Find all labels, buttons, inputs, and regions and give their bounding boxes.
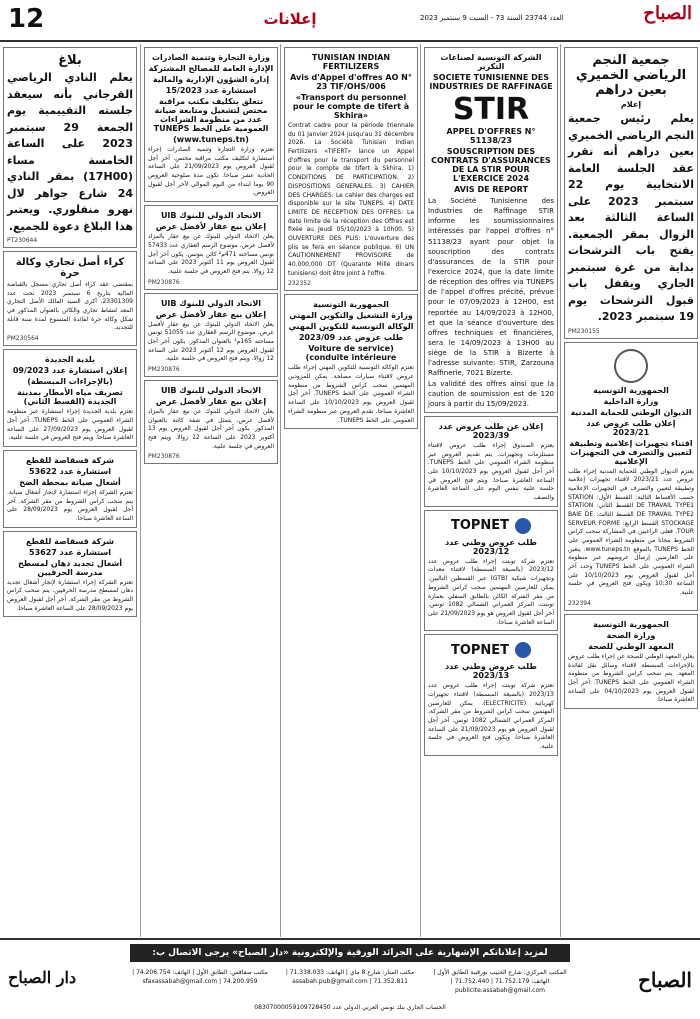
ad-text: يعتزم الديوان الوطني للحماية المدنية إجراء طلب عروض عدد 2023/21 لاقتناء تجهيزات إعلامية وتطبيقة لتعيين والتصرف في التجهيزات الإعلامية حسب الأقساط التالية: القسط الأول: STATION DE TRAVAIL TYPE1 القسط الثاني: STATION DE TRAVAIL TYPE2 القسط الثالث: BAIE DE STOCKAGE القسط الرابع: SERVEUR FORME TOUR. فعلى الراغبين في المشاركة سحب كراس الشروط مجانا من منظومة الشراء العمومي على الخط TUNEPS بالموقع www.tuneps.tn. يتعين على العارضين إرسال عروضهم عبر منظومة الشراء العمومي على الخط TUNEPS وحدد آخر أجل لقبول العروض يوم 10/10/2023 على الساعة 10:30 ويكون فتح العروض في جلسة علنية. bbox=[568, 467, 694, 597]
ad-text: يعلن الاتحاد الدولي للبنوك عن بيع عقار بالمزاد لأفضل عرض، موضوع الرسم العقاري عدد 57433 تونس مساحته 471م² كائن بتونس. يكون آخر أجل لقبول العروض يوم 11 أكتوبر 2023 على الساعة 12 زوالا. يتم فتح العروض في جلسة علنية. bbox=[148, 233, 275, 275]
ad-line: الشركة التونسية لصناعات التكرير bbox=[440, 53, 542, 71]
page-number: 12 bbox=[8, 4, 45, 34]
ad-text: تعتزم شركة توبنت إجراء طلب عروض عدد 2023/13 (بالصيغة المبسطة) لاقتناء تجهيزات كهربائية (ELECTRICITE). يمكن للعارضين المهتمين سحب كراس الشروط من مقر الشركة، المركز العمراني الشمالي 1082 تونس. آخر أجل لقبول العروض هو يوم 21/09/2023 على الساعة العاشرة صباحا، ويكون فتح العروض في جلسة علنية. bbox=[428, 682, 554, 751]
ad-line: وزارة التجارة وتنمية الصادرات bbox=[152, 53, 270, 62]
ad-ref: PM230876 bbox=[148, 453, 180, 461]
ad-text: يعلن المعهد الوطني للصحة عن إجراء طلب عروض بالإجراءات المبسطة لاقتناء وسائل نقل لفائدة المعهد. يتم سحب كراس الشروط من منظومة الشراء العمومي على الخط TUNEPS. آخر أجل لقبول العروض يوم 04/10/2023 على الساعة العاشرة صباحا. bbox=[568, 652, 694, 704]
ad-line: APPEL D'OFFRES N° 51138/23 bbox=[446, 127, 536, 145]
ad-title: إعلان عن طلب عروض عدد 2023/39 bbox=[438, 421, 544, 440]
topnet-logo-text: TOPNET bbox=[450, 518, 510, 534]
topnet-logo bbox=[428, 518, 554, 534]
issue-line: العدد 23744 السنة 73 - السبت 9 سبتمبر 2023 bbox=[420, 14, 564, 22]
ad-sfax-1 bbox=[3, 450, 137, 528]
footer-note: الحساب الجاري بنك تونس العربي الدولي عدد 08307000059109728450 bbox=[254, 1004, 446, 1011]
ad-line: إعلان استشارة عدد 09/2023 bbox=[12, 366, 128, 376]
ad-commerce bbox=[144, 47, 278, 202]
ad-text: بمقتضى عقد كراء أصل تجاري مسجل بالقباضة المالية بتاريخ 6 سبتمبر 2023 تحت عدد 23301309، أكرى السيد المالك الأصل التجاري المعد لنشاط تجاري والكائن بالعنوان المذكور في شكل وكالة حرة لفائدة المتسوغ لمدة سنة قابلة للتجديد. bbox=[7, 281, 133, 332]
ad-title: طلب عروض عدد 2023/09 bbox=[298, 333, 404, 343]
ad-text: يعلم رئيس جمعية النجم الرياضي الخميري بعين دراهم أنه تقرر عقد الجلسة العامة الانتخابية يوم 22 سبتمبر 2023 على الساعة الثالثة بعد الزوال بمقر الجمعية. يفتح باب الترشحات بداية من غرة سبتمبر الجاري ويقفل باب قبول الترشحات يوم 19 سبتمبر 2023. bbox=[568, 112, 694, 323]
ad-ref: 232394 bbox=[568, 599, 591, 607]
ad-title: تتعلق بتكليف مكتب مراقبة مختص لتشغيل ومتابعة صيانة عدد من منظومة الشراءات العمومية على الخط TUNEPS bbox=[153, 97, 269, 133]
column-5 bbox=[0, 44, 140, 937]
ad-balagh bbox=[3, 47, 137, 248]
ad-municipality bbox=[3, 349, 137, 447]
ad-line: شركة قسقاصة للقطع bbox=[26, 536, 114, 546]
column-2 bbox=[420, 44, 561, 937]
section-title: إعلانات bbox=[263, 10, 317, 28]
ad-line: استشارة عدد 53622 bbox=[29, 466, 111, 476]
ad-topnet-2 bbox=[424, 634, 558, 756]
ad-subtitle: إعلام bbox=[620, 100, 642, 109]
ad-line: SOCIETE TUNISIENNE DES INDUSTRIES DE RAFFINAGE bbox=[429, 73, 553, 91]
ad-line: الإدارة العامة للمصالح المشتركة bbox=[148, 64, 274, 73]
ad-ref: PM230155 bbox=[568, 327, 600, 335]
ad-title: كراء أصل تجاري وكالة حرة bbox=[15, 257, 125, 279]
ad-title: جمعية النجم الرياضي الخميري بعين دراهم bbox=[575, 53, 687, 98]
ad-sfax-2 bbox=[3, 531, 137, 618]
ad-line: «Transport du personnel pour le compte de tifert à Skhira» bbox=[292, 93, 410, 120]
ad-title: بلاغ bbox=[58, 53, 82, 68]
ad-title: طلب عروض وطني عدد 2023/12 bbox=[445, 537, 537, 556]
ad-text: يعتزم الصندوق إجراء طلب عروض لاقتناء مستلزمات وتجهيزات. يتم تقديم العروض عبر منظومة الشراء العمومي على الخط TUNEPS. آخر أجل لقبول العروض يوم 10/10/2023 على الساعة العاشرة صباحا. ويتم فتح العروض في جلسة علنية بنفس اليوم على الساعة العاشرة والنصف. bbox=[428, 441, 554, 502]
ad-link: (www.tuneps.tn) bbox=[173, 135, 249, 144]
ad-topnet-1 bbox=[424, 510, 558, 632]
bank-logo: الاتحاد الدولي للبنوك UIB bbox=[160, 386, 262, 395]
ad-line: إدارة الشؤون الإدارية والمالية bbox=[152, 75, 270, 84]
ad-text: يعلم النادي الرياضي القرجاني بأنه سيعقد جلسته التقييمية يوم الجمعة 29 سبتمبر 2023 على الساعة الخامسة مساء (17H00) بمقر النادي 24 شارع جواهر لال نهرو منفلوري. ويعتبر هذا البلاغ دعوة للجميع. bbox=[7, 71, 133, 233]
topnet-logo-text: TOPNET bbox=[450, 642, 510, 658]
footer-office-central: المكتب المركزي: شارع الحبيب بورقيبة الطابق الأول | الهاتف: 71.752.179 | 71.752.440 | publicite.assabah@gmail.com bbox=[433, 969, 567, 994]
ad-line: SOUSCRIPTION DES CONTRATS D'ASSURANCES DE LA STIR POUR L'EXERCICE 2024 bbox=[431, 147, 551, 183]
ad-line: إعلان طلب عروض عدد 2023/21 bbox=[586, 418, 676, 437]
footer-logo-dar: دار الصباح bbox=[8, 968, 77, 987]
ad-tifert bbox=[284, 47, 418, 291]
footer-office-manar: مكتب المنار: شارع 8 ماي | الهاتف: 71.338.033 | 71.352.811 | assabah.pub@gmail.com bbox=[285, 969, 415, 985]
topnet-logo bbox=[428, 642, 554, 658]
ad-line: AVIS DE REPORT bbox=[454, 185, 528, 194]
ad-text: يعلن الاتحاد الدولي للبنوك عن بيع عقار بالمزاد لأفضل عرض، يتمثل في شقة كائنة بالعنوان المذكور. يكون آخر أجل لقبول العروض يوم 13 أكتوبر 2023 على الساعة 12 زوالا. ويتم فتح العروض في جلسة علنية. bbox=[148, 408, 275, 450]
ad-ref: PM230564 bbox=[7, 335, 39, 343]
ad-formation bbox=[284, 294, 418, 429]
ad-line: الجمهورية التونسية bbox=[593, 619, 669, 629]
footer-office-sfax: مكتب صفاقس: الطابق الأول | الهاتف: 74.206.754 | 74.200.959 | sfaxassabah@gmail.com bbox=[132, 969, 268, 985]
ad-uib-1 bbox=[144, 205, 278, 289]
newspaper-logo: الصباح bbox=[643, 3, 692, 24]
ad-line: اقتناء تجهيزات إعلامية وتطبيقة لتعيين والتصرف في التجهيزات الإعلامية bbox=[569, 438, 693, 466]
ad-line: (Voiture de service conduite intérieure) bbox=[305, 344, 397, 363]
ad-line: وزارة الداخلية bbox=[603, 396, 659, 406]
column-3 bbox=[280, 44, 421, 937]
ad-najm-khmiri bbox=[564, 47, 698, 339]
ad-title: أشغال تجديد دهان لمسطح مدرسة الحرفيين bbox=[18, 558, 122, 577]
ad-civil-protection bbox=[564, 342, 698, 611]
ad-ref: PT230644 bbox=[7, 237, 38, 244]
footer-band: لمزيد إعلاناتكم الإشهارية على الجرائد الورقية والإلكترونية «دار الصباح» يرجى الاتصال ب: bbox=[130, 944, 570, 962]
column-1 bbox=[560, 44, 700, 937]
ad-line: الديوان الوطني للحماية المدنية bbox=[570, 407, 692, 417]
ad-text: تعتزم بلدية الجديدة إجراء استشارة عبر منظومة الشراء العمومي على الخط TUNEPS. آخر أجل لقبول العروض يوم 27/09/2023 على الساعة العاشرة صباحا. ويتم فتح العروض في جلسة علنية. bbox=[7, 408, 133, 442]
ad-uib-2 bbox=[144, 293, 278, 377]
ad-title: Avis d'Appel d'offres AO N° 23 TIF/OHS/006 bbox=[290, 73, 412, 91]
ad-title: تصريف مياه الأمطار بمدينة الجديدة (القسط الثاني) bbox=[17, 388, 123, 407]
ad-text: تعتزم وزارة التجارة وتنمية الصادرات إجراء استشارة لتكليف مكتب مراقبة مختص. آخر أجل لقبول العروض يوم 21/09/2023 على الساعة الحادية عشر صباحا. تكون مدة صلوحية العروض 90 يوما ابتداء من اليوم الموالي لآخر أجل لقبول العروض. bbox=[148, 146, 274, 197]
ad-uib-3 bbox=[144, 380, 278, 464]
ad-text: La validité des offres ainsi que la caution de soumission est de 120 jours à partir du 15/09/2023. bbox=[428, 379, 554, 408]
bank-logo: الاتحاد الدولي للبنوك UIB bbox=[160, 211, 262, 221]
page-footer bbox=[0, 938, 700, 1019]
ad-ref: PM230876 bbox=[148, 366, 180, 373]
ad-title: أشغال صيانة بمحطة الضخ bbox=[19, 477, 121, 487]
ad-ref: PM230876 bbox=[148, 278, 180, 286]
footer-logo: الصباح bbox=[637, 968, 692, 992]
ad-text: Contrat cadre pour la période triennale du 01 Janvier 2024 jusqu'au 31 décembre 2026. La Société Tunisian Indian Fertilizers «TIFERT» lance un Appel d'offres pour le transport du personnel pour le compte de tifert à Skhira. 1) CONDITIONS DE PARTICIPATION. 2) DISPOSITIONS GENERALES. 3) CAHIER DES CHARGES: Le cahier des charges est disponible sur le site TUNEPS. 4) DATE LIMITE DE RECEPTION DES OFFRES: La date limite de la réception des Offres est fixée au Jeudi 05/10/2023 à 10h00. 5) OUVERTURE DES PLIS: L'ouverture des plis se fera en séance publique. 6) UN CAUTIONNEMENT PROVISOIRE de 40.000,000 DT (Quarante Mille dinars tunisiens) doit être joint à l'offre. bbox=[288, 122, 414, 277]
ad-line: الوكالة التونسية للتكوين المهني bbox=[288, 322, 414, 332]
topnet-icon bbox=[515, 642, 531, 658]
ad-health-institute bbox=[564, 614, 698, 709]
ad-line: الجمهورية التونسية bbox=[313, 300, 389, 310]
ad-title: إعلان بيع عقار لأفضل عرض bbox=[155, 309, 267, 319]
ad-line: TUNISIAN INDIAN FERTILIZERS bbox=[311, 53, 391, 71]
stir-logo: STIR bbox=[452, 91, 530, 127]
ad-line: بلدية الجديدة bbox=[44, 355, 95, 365]
ad-stir bbox=[424, 47, 558, 413]
ad-title: طلب عروض وطني عدد 2023/13 bbox=[445, 662, 537, 681]
ad-line: استشارة عدد 53627 bbox=[29, 547, 111, 557]
ad-text: تعتزم الشركة إجراء استشارة لإنجاز أشغال تجديد دهان لمسطح مدرسة الحرفيين. يتم سحب كراس الشروط من مقر الشركة. آخر أجل لقبول العروض يوم 28/09/2023 على الساعة العاشرة صباحا. bbox=[7, 578, 133, 612]
ad-line: الجمهورية التونسية bbox=[593, 385, 669, 395]
ad-line: المعهد الوطني للصحة bbox=[588, 641, 674, 651]
ad-text: تعتزم الوكالة التونسية للتكوين المهني إجراء طلب عروض لاقتناء سيارات مصلحة. يمكن للمزودين المهتمين سحب كراس الشروط من منظومة الشراء العمومي على الخط TUNEPS. آخر أجل لقبول العروض يوم 10/10/2023 على الساعة العاشرة صباحا. تقدم العروض عبر منظومة الشراء العمومي على الخط TUNEPS. bbox=[288, 364, 414, 424]
ad-text: La Société Tunisienne des Industries de Raffinage STIR informe les soumissionnaires intéressés par l'appel d'offres n° 51138/23 ayant pour objet la souscription des contrats d'assurances de la STIR pour l'exercice 2024, que la date limite de réception des offres via TUNEPS de l'appel d'offres précité, prévue pour le 07/09/2023 à 12H00, est reportée au 14/09/2023 à 12H00, et que la séance d'ouverture des offres techniques et financières, sera le 14/09/2023 à 13H00 au siège de la STIR à Bizerte à l'adresse suivante: STIR, Zarzouna Raffinerie, 7021 Bizerte. bbox=[428, 197, 554, 378]
ad-title: إعلان بيع عقار لأفضل عرض bbox=[155, 222, 267, 232]
ad-line: وزارة الصحة bbox=[606, 630, 656, 640]
ad-cnam bbox=[424, 416, 558, 507]
ad-line: استشارة عدد 15/2023 bbox=[165, 86, 257, 95]
ad-ref: 232352 bbox=[288, 280, 311, 288]
ad-text: تعتزم شركة توبنت إجراء طلب عروض عدد 2023/12 (بالصيغة المبسطة) لاقتناء معدات وتجهيزات شبكية (GTB) عبر القسطين التاليين. يمكن للعارضين المهتمين سحب كراس الشروط من مقر الشركة الكائن بالطابق السفلي بعمارة توبنت، المركز العمراني الشمالي 1082 تونس. آخر أجل لقبول العروض هو يوم 21/09/2023 على الساعة العاشرة صباحا. bbox=[428, 557, 555, 626]
ad-text: تعتزم الشركة إجراء استشارة لإنجاز أشغال صيانة. يتم سحب كراس الشروط من مقر الشركة. آخر أجل لقبول العروض يوم 28/09/2023 على الساعة العاشرة صباحا. bbox=[7, 488, 133, 522]
ad-line: وزارة التشغيل والتكوين المهني bbox=[289, 311, 413, 321]
ad-line: شركة قسقاصة للقطع bbox=[26, 455, 114, 465]
bank-logo: الاتحاد الدولي للبنوك UIB bbox=[160, 298, 262, 308]
column-4 bbox=[140, 44, 281, 937]
tunisia-emblem-icon bbox=[614, 349, 648, 383]
ad-title: إعلان بيع عقار لأفضل عرض bbox=[155, 397, 267, 406]
ad-text: يعلن الاتحاد الدولي للبنوك عن بيع عقار لأفضل عرض، موضوع الرسم العقاري عدد 51055 تونس مساحته 165م² بالعنوان المذكور. يكون آخر أجل لقبول العروض يوم 12 أكتوبر 2023 على الساعة 12 زوالا. ويتم فتح العروض في جلسة علنية. bbox=[148, 320, 275, 363]
ad-shop-rent bbox=[3, 251, 137, 346]
page-header bbox=[0, 0, 700, 42]
topnet-icon bbox=[515, 518, 531, 534]
ad-line: (بالإجراءات المبسطة) bbox=[27, 377, 113, 387]
